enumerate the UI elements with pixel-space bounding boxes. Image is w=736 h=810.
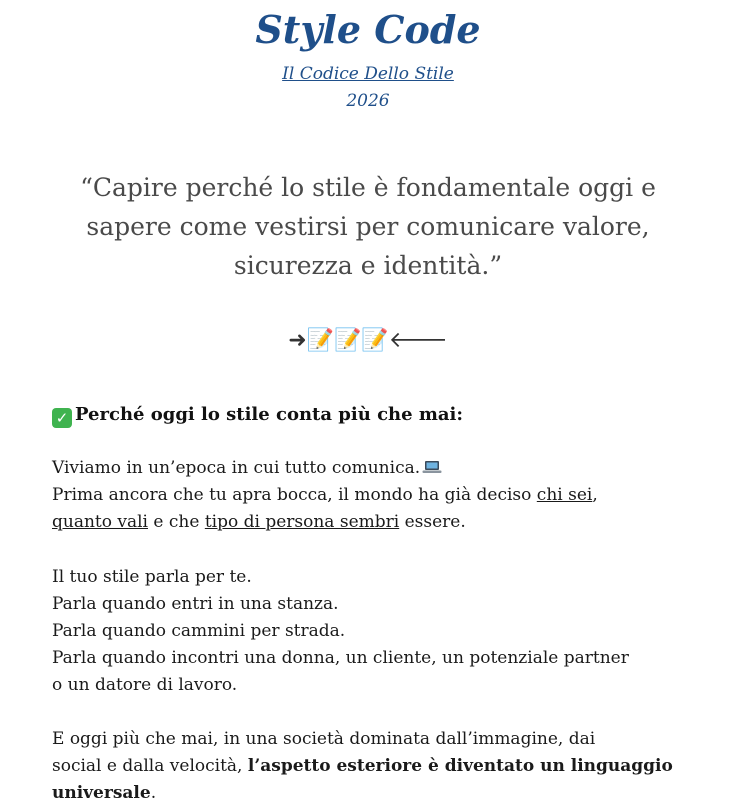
paragraph-line (52, 509, 692, 536)
quote-line: “Capire perché lo stile è fondamentale oggi e (80, 173, 656, 202)
laptop-icon (422, 460, 442, 474)
underlined-phrase-tipo-di-persona: tipo di persona sembri (204, 512, 400, 532)
bold-phrase: universale (52, 783, 151, 803)
paragraph-line (52, 753, 692, 780)
quote-line: sapere come vestirsi per comunicare valore, (86, 212, 650, 241)
subtitle-link[interactable]: Il Codice Dello Stile (282, 64, 454, 84)
memo-pencil-icon: ➜📝📝📝🡐 (288, 328, 448, 353)
document-year: 2026 (346, 91, 390, 111)
quote-line: sicurezza e identità.” (233, 251, 503, 280)
section-heading-text: Perché oggi lo stile conta più che mai: (75, 404, 464, 425)
paragraph-3 (52, 726, 692, 807)
document-title: Style Code (255, 7, 481, 52)
paragraph-line: Parla quando entri in una stanza. (52, 594, 339, 614)
paragraph-text: social e dalla velocità, (52, 756, 248, 776)
bold-phrase: l’aspetto esteriore è diventato un linguaggio (247, 756, 673, 776)
intro-quote (40, 168, 696, 285)
decorative-memo-row (0, 326, 736, 356)
paragraph-text: . (150, 783, 157, 803)
paragraph-line: E oggi più che mai, in una società dominata dall’immagine, dai (52, 729, 596, 749)
paragraph-line (52, 780, 692, 807)
underlined-phrase-quanto-vali: quanto vali (52, 512, 148, 532)
check-mark-icon: ✓ (52, 408, 72, 428)
paragraph-text: Prima ancora che tu apra bocca, il mondo ha già deciso (52, 485, 537, 505)
paragraph-line (52, 482, 692, 509)
paragraph-1 (52, 455, 692, 536)
section-heading (52, 401, 692, 429)
paragraph-text: essere. (399, 512, 466, 532)
paragraph-text: , (592, 485, 598, 505)
paragraph-text: Viviamo in un’epoca in cui tutto comunica. (52, 458, 421, 478)
document-subtitle[interactable] (0, 62, 736, 86)
paragraph-line (52, 455, 692, 482)
paragraph-text: e che (148, 512, 205, 532)
paragraph-line: Il tuo stile parla per te. (52, 567, 252, 587)
paragraph-line: Parla quando incontri una donna, un cliente, un potenziale partner (52, 648, 629, 668)
paragraph-line: o un datore di lavoro. (52, 675, 238, 695)
paragraph-line: Parla quando cammini per strada. (52, 621, 346, 641)
underlined-phrase-chi-sei: chi sei (536, 485, 593, 505)
paragraph-2 (52, 564, 692, 699)
